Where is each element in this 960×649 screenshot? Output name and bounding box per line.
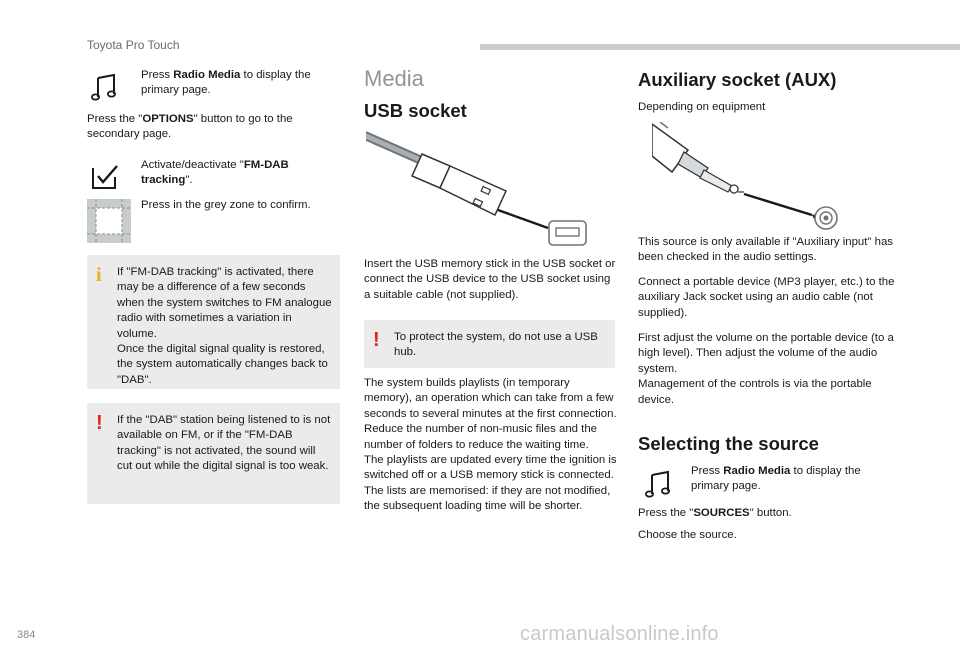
- page-number: 384: [17, 629, 36, 641]
- heading-selecting-source: Selecting the source: [638, 433, 819, 454]
- aux-equipment-text: Depending on equipment: [638, 101, 766, 113]
- info-note: i If "FM-DAB tracking" is activated, there may be a difference of a few seconds when the system switches to FM analogue radio with sometimes a variation in volume. Once the digital signal quality is restored, the system automatically changes back to "DAB".: [87, 255, 340, 389]
- warning-icon: !: [96, 412, 103, 434]
- step-sources: Press the "SOURCES" button.: [638, 507, 792, 519]
- step-fm-dab-toggle: Activate/deactivate "FM-DAB tracking".: [141, 159, 289, 187]
- fm-dab-label: FM-DAB tracking: [141, 159, 289, 187]
- radio-media-label: Radio Media: [173, 69, 241, 81]
- info-icon: i: [96, 264, 102, 286]
- options-label: OPTIONS: [142, 113, 194, 125]
- heading-aux-socket: Auxiliary socket (AUX): [638, 69, 837, 90]
- step-options: Press the "OPTIONS" button to go to the secondary page.: [87, 113, 293, 141]
- sources-label: SOURCES: [693, 507, 750, 519]
- music-note-icon: [642, 469, 678, 499]
- usb-illustration: [366, 130, 596, 250]
- aux-volume-text: First adjust the volume on the portable device (to a high level). Then adjust the volume of the audio system. Management of the controls is via the portable device.: [638, 332, 894, 406]
- warning-note-dab: ! If the "DAB" station being listened to is not available on FM, or if the "FM-DAB tracking" is not activated, the sound will cut out while the digital signal is too weak.: [87, 403, 340, 504]
- warning-note-usb-hub: ! To protect the system, do not use a USB hub.: [364, 320, 615, 368]
- music-note-icon: [88, 72, 124, 102]
- heading-usb-socket: USB socket: [364, 100, 467, 121]
- running-header: Toyota Pro Touch: [87, 38, 180, 52]
- usb-insert-text: Insert the USB memory stick in the USB socket or connect the USB device to the USB socket using a suitable cable (not supplied).: [364, 258, 616, 301]
- step-radio-media-source: Press Radio Media to display the primary page.: [691, 465, 861, 493]
- warning-icon: !: [373, 329, 380, 351]
- jack-illustration: [652, 122, 848, 230]
- header-bar: [480, 44, 960, 50]
- aux-connect-text: Connect a portable device (MP3 player, etc.) to the auxiliary Jack socket using an audio cable (not supplied).: [638, 276, 895, 319]
- checkbox-icon: [90, 163, 122, 191]
- step-radio-media: Press Radio Media to display the primary page.: [141, 69, 311, 97]
- step-confirm: Press in the grey zone to confirm.: [141, 199, 311, 211]
- playlist-text: The system builds playlists (in temporary memory), an operation which can take from a few seconds to several minutes at the first connection. Reduce the number of non-music files and the number of folders to reduce the waiting time. The playlists are updated every time the ignition is switched off or a USB memory stick is connected. The lists are memorised: if they are not modified, the subsequent loading time will be shorter.: [364, 377, 617, 513]
- watermark: carmanualsonline.info: [520, 623, 719, 645]
- radio-media-label: Radio Media: [723, 465, 791, 477]
- step-choose-source: Choose the source.: [638, 529, 737, 541]
- section-title-media: Media: [364, 66, 424, 91]
- aux-source-availability: This source is only available if "Auxiliary input" has been checked in the audio settings.: [638, 236, 893, 264]
- grey-zone-icon: [87, 199, 131, 243]
